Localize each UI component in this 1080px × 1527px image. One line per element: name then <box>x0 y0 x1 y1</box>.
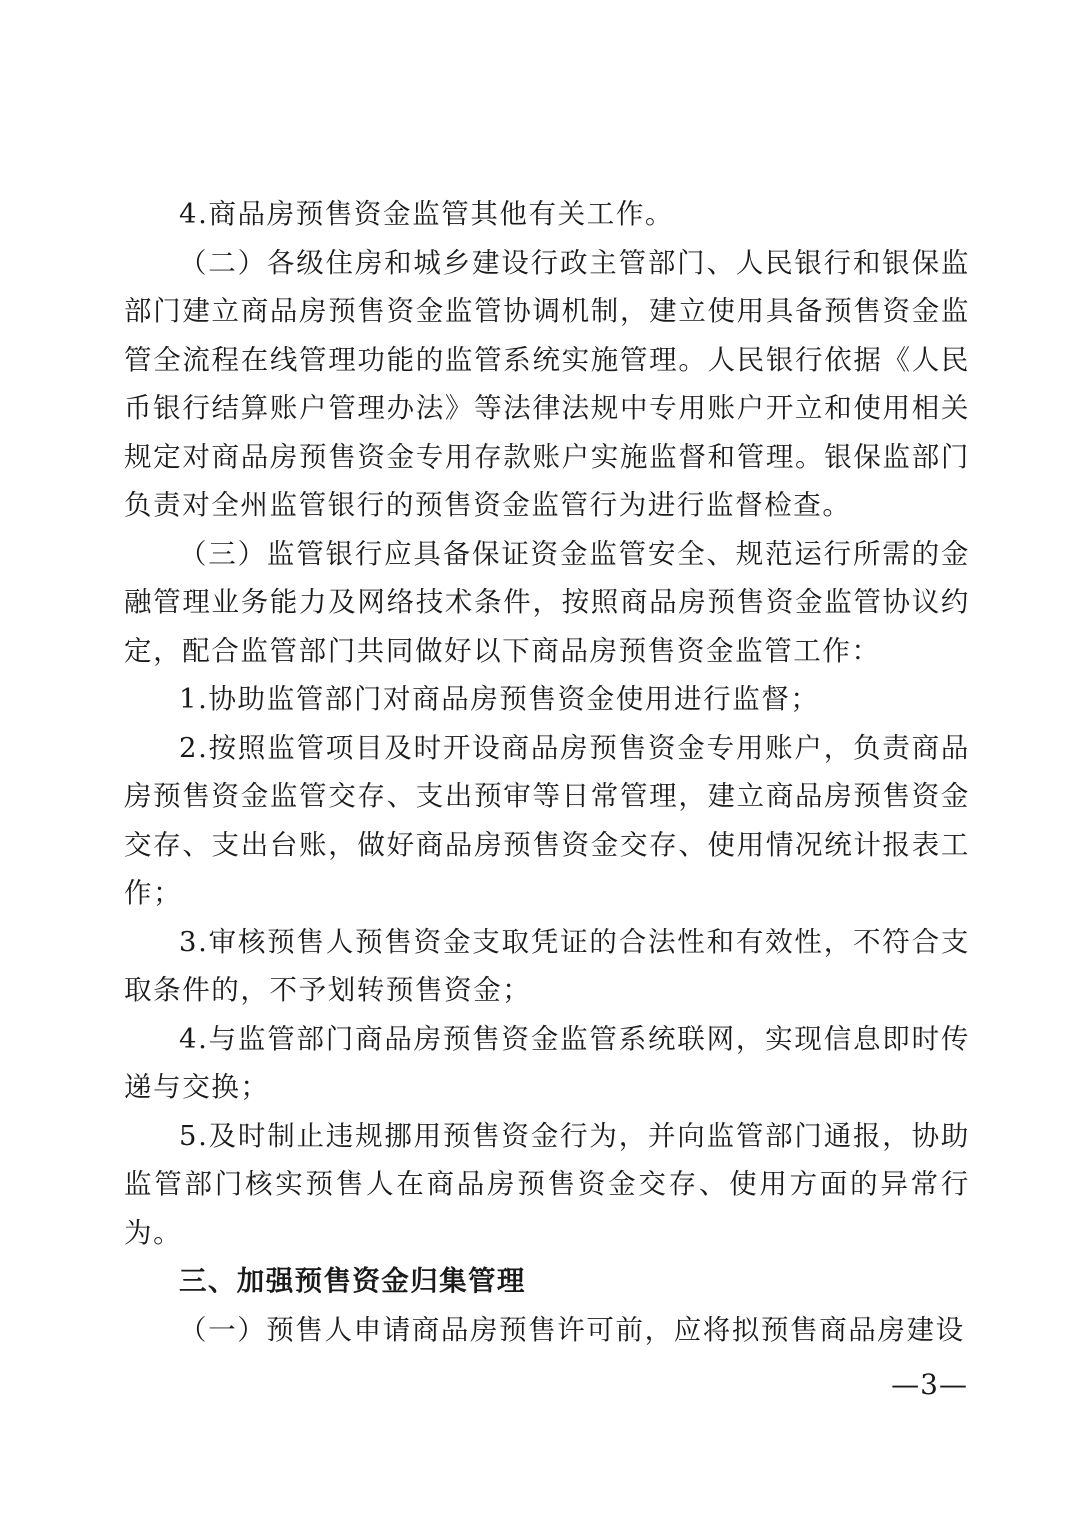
list-item-3: 3.审核预售人预售资金支取凭证的合法性和有效性，不符合支取条件的，不予划转预售资金； <box>124 925 970 1006</box>
list-item-4: 4.与监管部门商品房预售资金监管系统联网，实现信息即时传递与交换； <box>124 1022 970 1103</box>
section-heading: 三、加强预售资金归集管理 <box>179 1265 526 1297</box>
paragraph-supervising-bank: （三）监管银行应具备保证资金监管安全、规范运行所需的金融管理业务能力及网络技术条件，按照商品房预售资金监管协议约定，配合监管部门共同做好以下商品房预售资金监管工作： <box>124 537 970 667</box>
page-number: —3— <box>891 1368 968 1401</box>
paragraph-coordination-mechanism: （二）各级住房和城乡建设行政主管部门、人民银行和银保监部门建立商品房预售资金监管协调机制，建立使用具备预售资金监管全流程在线管理功能的监管系统实施管理。人民银行依据《人民币银行结算账户管理办法》等法律法规中专用账户开立和使用相关规定对商品房预售资金专用存款账户实施监督和管理。银保监部门负责对全州监管银行的预售资金监管行为进行监督检查。 <box>124 246 970 521</box>
document-body <box>124 190 970 1354</box>
list-item-1: 1.协助监管部门对商品房预售资金使用进行监督； <box>179 683 820 715</box>
paragraph-item-4-other-work: 4.商品房预售资金监管其他有关工作。 <box>179 198 675 230</box>
list-item-2: 2.按照监管项目及时开设商品房预售资金专用账户，负责商品房预售资金监管交存、支出预审等日常管理，建立商品房预售资金交存、支出台账，做好商品房预售资金交存、使用情况统计报表工作； <box>124 731 970 909</box>
list-item-5: 5.及时制止违规挪用预售资金行为，并向监管部门通报，协助监管部门核实预售人在商品房预售资金交存、使用方面的异常行为。 <box>124 1119 970 1249</box>
paragraph-presale-permit: （一）预售人申请商品房预售许可前，应将拟预售商品房建设 <box>179 1313 965 1346</box>
